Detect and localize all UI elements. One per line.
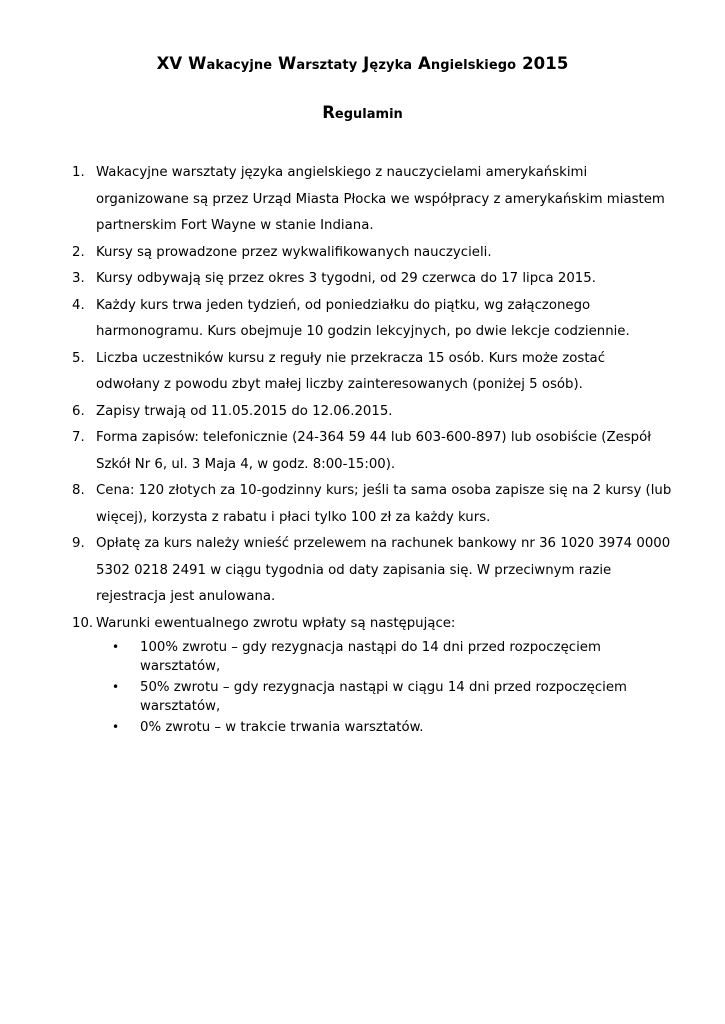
rule-item bbox=[72, 611, 672, 738]
refund-condition-text: 50% zwrotu – gdy rezygnacja nastąpi w ciągu 14 dni przed rozpoczęciem warsztatów, bbox=[140, 680, 627, 714]
rule-text: Wakacyjne warsztaty języka angielskiego z nauczycielami amerykańskimi organizowane są przez Urząd Miasta Płocka we współpracy z amerykańskim miastem partnerskim Fort Wayne w stanie Indiana. bbox=[96, 165, 665, 233]
refund-condition-text: 0% zwrotu – w trakcie trwania warsztatów. bbox=[140, 720, 424, 735]
rule-item bbox=[72, 346, 672, 399]
rule-number: 3. bbox=[72, 271, 85, 286]
rule-item bbox=[72, 293, 672, 346]
title-word: Angielskiego bbox=[418, 54, 517, 73]
rule-item bbox=[72, 266, 672, 293]
refund-condition-text: 100% zwrotu – gdy rezygnacja nastąpi do 14 dni przed rozpoczęciem warsztatów, bbox=[140, 640, 601, 674]
rule-item bbox=[72, 531, 672, 611]
document-subtitle: Regulamin bbox=[322, 103, 403, 122]
rule-item bbox=[72, 240, 672, 267]
rule-text: Opłatę za kurs należy wnieść przelewem na rachunek bankowy nr 36 1020 3974 0000 5302 0218 2491 w ciągu tygodnia od daty zapisania się. W przeciwnym razie rejestracja jest anulowana. bbox=[96, 536, 671, 604]
bullet-icon: • bbox=[112, 720, 120, 734]
title-word: Warsztaty bbox=[278, 54, 358, 73]
title-word: Wakacyjne bbox=[188, 54, 273, 73]
refund-conditions-list bbox=[94, 638, 670, 737]
rules-list bbox=[72, 160, 672, 739]
rule-text: Kursy odbywają się przez okres 3 tygodni, od 29 czerwca do 17 lipca 2015. bbox=[96, 271, 596, 286]
rule-number: 1. bbox=[72, 165, 85, 180]
rule-text: Liczba uczestników kursu z reguły nie przekracza 15 osób. Kurs może zostać odwołany z powodu zbyt małej liczby zainteresowanych (poniżej 5 osób). bbox=[96, 350, 606, 392]
document-title bbox=[0, 54, 725, 73]
rule-text: Każdy kurs trwa jeden tydzień, od poniedziałku do piątku, wg załączonego harmonogramu. Kurs obejmuje 10 godzin lekcyjnych, po dwie lekcje codziennie. bbox=[96, 297, 630, 339]
title-word: 2015 bbox=[522, 54, 569, 73]
rule-number: 2. bbox=[72, 244, 85, 260]
bullet-icon: • bbox=[112, 640, 120, 654]
rule-text: Cena: 120 złotych za 10-godzinny kurs; jeśli ta sama osoba zapisze się na 2 kursy (lub więcej), korzysta z rabatu i płaci tylko 100 zł za każdy kurs. bbox=[96, 483, 672, 525]
bullet-icon: • bbox=[112, 680, 120, 694]
rule-number: 9. bbox=[72, 536, 85, 551]
rule-text: Zapisy trwają od 11.05.2015 do 12.06.2015. bbox=[96, 403, 393, 419]
rule-item bbox=[72, 399, 672, 426]
rule-number: 10. bbox=[72, 615, 94, 631]
rule-text: Warunki ewentualnego zwrotu wpłaty są następujące: bbox=[96, 615, 456, 631]
rule-item bbox=[72, 425, 672, 478]
refund-condition-item bbox=[94, 638, 670, 676]
rule-number: 8. bbox=[72, 483, 85, 498]
refund-condition-item bbox=[94, 718, 670, 737]
rule-number: 4. bbox=[72, 297, 85, 313]
rule-text: Forma zapisów: telefonicznie (24-364 59 44 lub 603-600-897) lub osobiście (Zespół Szkół Nr 6, ul. 3 Maja 4, w godz. 8:00-15:00). bbox=[96, 430, 652, 472]
rule-item bbox=[72, 478, 672, 531]
rule-number: 7. bbox=[72, 430, 85, 445]
rule-item bbox=[72, 160, 672, 240]
refund-condition-item bbox=[94, 678, 670, 716]
rule-number: 6. bbox=[72, 403, 85, 419]
rule-number: 5. bbox=[72, 350, 85, 366]
title-word: Języka bbox=[363, 54, 413, 73]
rule-text: Kursy są prowadzone przez wykwalifikowanych nauczycieli. bbox=[96, 244, 492, 260]
title-word: XV bbox=[156, 54, 183, 73]
